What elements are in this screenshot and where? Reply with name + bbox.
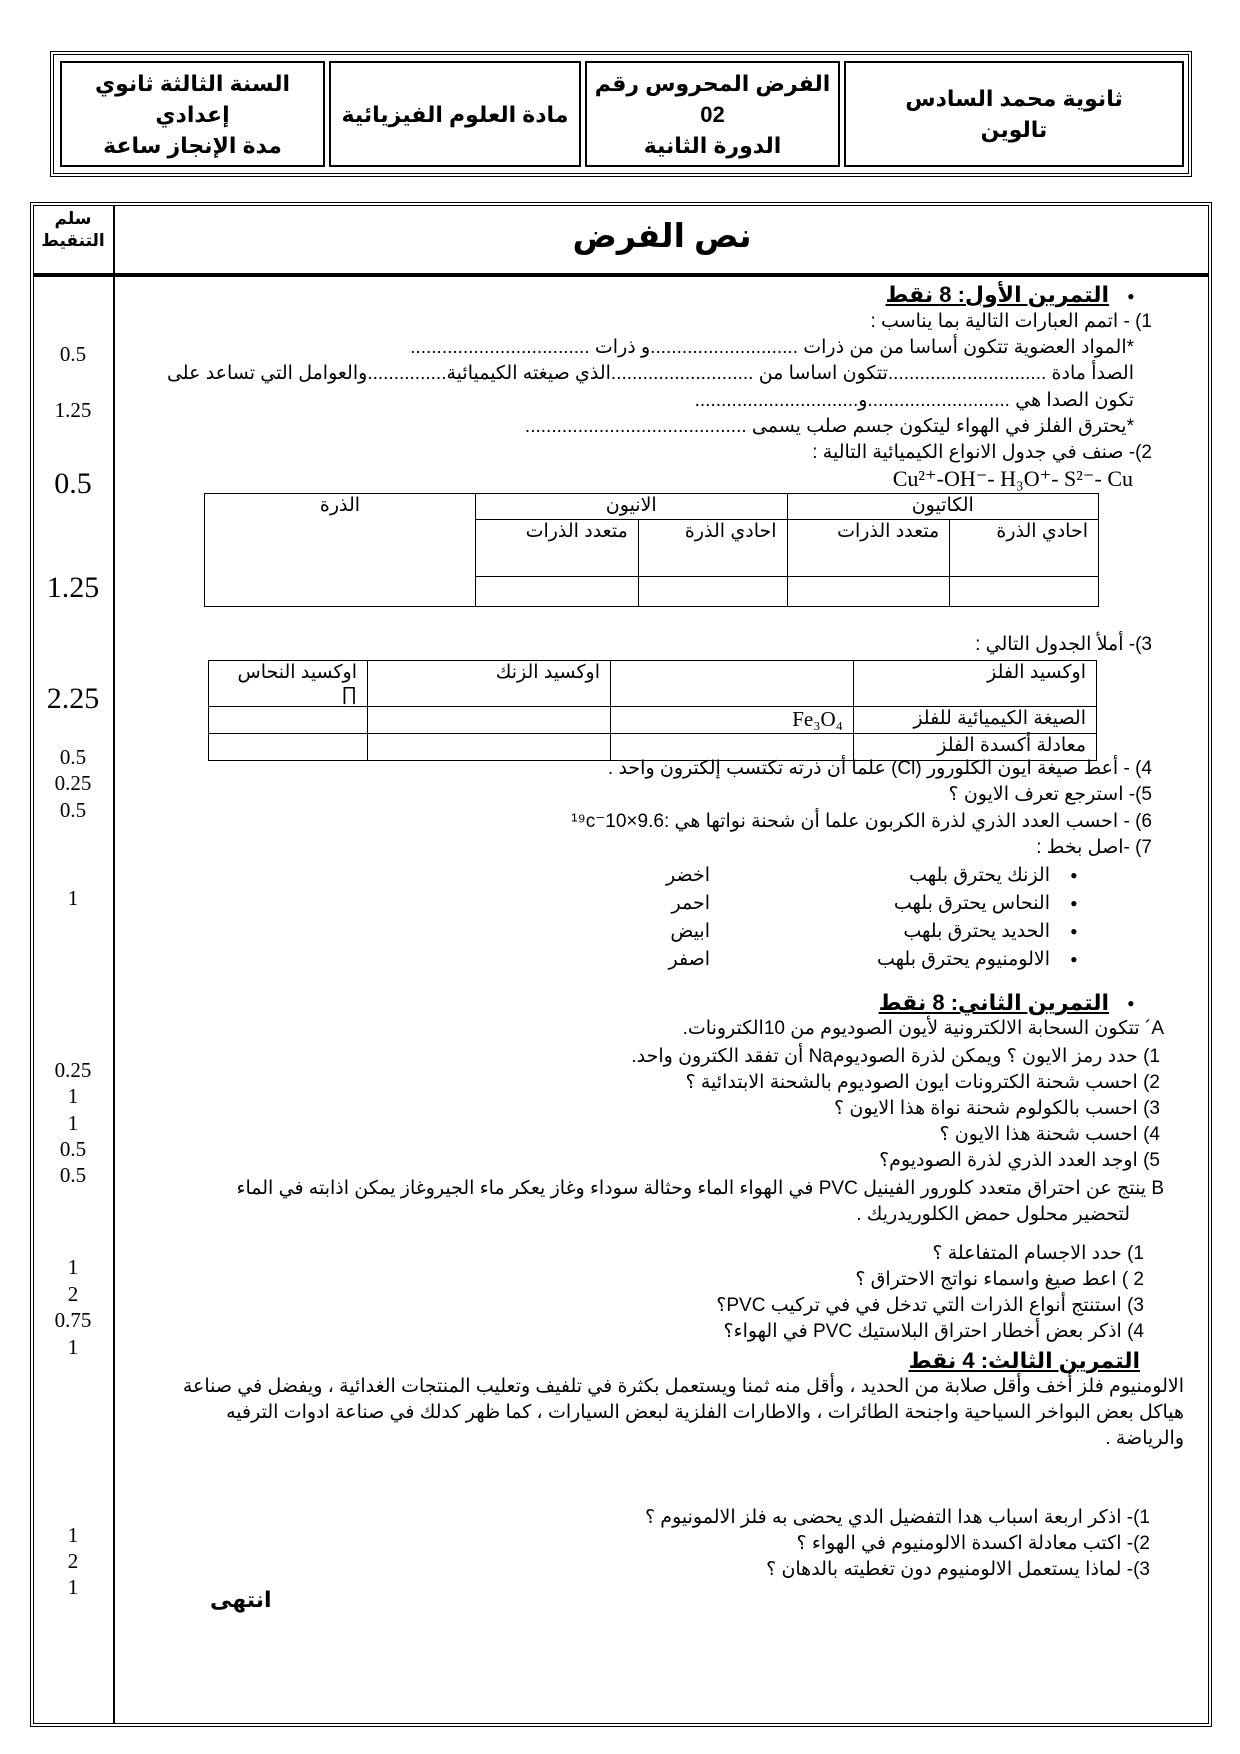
bullet: • [1070,891,1078,916]
table-cell: Fe₃O₄ [611,707,854,734]
school-cell [844,61,1184,167]
ex2-qa: 4) احسب شحنة هذا الايون ؟ [939,1124,1160,1145]
bullet: • [1070,863,1078,888]
ex1-q6: 6) - احسب العدد الذري لذرة الكربون علما أن شحنة نواتها هي :9.6×10⁻¹⁹c [571,811,1152,832]
table-cell [368,734,611,761]
ex2-intro-b: لتحضير محلول حمض الكلوريدريك . [856,1204,1130,1225]
ex1-q7: 7) -اصل بخط : [1036,837,1152,858]
match-right: اخضر [666,865,710,886]
town-line: تالوين [980,117,1048,142]
match-right: اصفر [668,949,710,970]
score: 0.25 [54,1058,92,1082]
score: 0.5 [59,1163,87,1187]
ex3-paragraph: الالومنيوم فلز أخف وأقل صلابة من الحديد ، وأقل منه ثمنا ويستعمل بكثرة في تلفيف وتعليب المنتجات الغدائية ، ويفضل في صناعة [182,1376,1184,1397]
ex1-q5: 5)- استرجع تعرف الايون ؟ [948,784,1152,805]
score: 2 [67,1282,79,1306]
score: 0.25 [54,771,92,795]
match-right: ابيض [670,921,710,942]
match-right: احمر [671,893,710,914]
table-cell [368,707,611,734]
ex2-qa: 5) اوجد العدد الذري لذرة الصوديوم؟ [879,1150,1160,1171]
bullet: • [1127,991,1135,1016]
table-cell: اوكسيد النحاس ∏ [209,661,368,707]
exam-header [50,51,1192,177]
match-left: الزنك يحترق بلهب [909,865,1050,886]
scale-column-divider [113,206,115,1723]
atom-header: الذرة [205,494,476,607]
cation-header: الكاتيون [787,494,1098,520]
ex2-qb: 2 ) اعط صيغ واسماء نواتج الاحتراق ؟ [855,1269,1144,1290]
score: 0.5 [54,467,92,500]
ex2-qb: 1) حدد الاجسام المتفاعلة ؟ [932,1243,1144,1264]
ex2-qa: 2) احسب شحنة الكترونات ايون الصوديوم بالشحنة الابتدائية ؟ [685,1072,1160,1093]
ex3-q: 1)- اذكر اربعة اسباب هدا التفضيل الدي يحضى به فلز الالمونيوم ؟ [644,1507,1150,1528]
ex1-q4: 4) - أعط صيغة ايون الكلورور (Cl) علما أن ذرته تكتسب إلكترون واحد . [607,758,1152,779]
school-line: ثانوية محمد السادس [905,86,1123,111]
ex1-line: *المواد العضوية تتكون أساسا من من ذرات ............................و ذرات .................................. [410,337,1134,358]
bullet: • [1070,947,1078,972]
score: 1 [67,1111,79,1135]
table-cell: اوكسيد الزنك [368,661,611,707]
ex2-qa: 1) حدد رمز الايون ؟ ويمكن لذرة الصوديومNa أن تفقد الكترون واحد. [631,1046,1160,1067]
end-label: انتهى [210,1587,272,1612]
cation-poly-header: متعدد الذرات [787,520,950,577]
bullet: • [1070,919,1078,944]
level-cell [60,61,325,167]
table-cell [611,661,854,707]
exercise3-title: التمرين الثالث: 4 نقط [908,1348,1140,1373]
score: 1.25 [46,571,100,604]
score: 1 [67,1575,79,1599]
species-list: Cu²⁺-OH⁻- H₃O⁺- S²⁻- Cu [892,466,1133,491]
match-left: الالومنيوم يحترق بلهب [876,949,1050,970]
score: 0.5 [59,745,87,769]
score: 1 [67,1523,79,1547]
score: 1.25 [54,398,92,422]
score: 1 [67,1084,79,1108]
score: 1 [67,886,79,910]
score: 0.5 [59,1137,87,1161]
match-left: الحديد يحترق بلهب [903,921,1050,942]
score: 0.75 [54,1308,92,1332]
table-cell: اوكسيد الفلز [854,661,1097,707]
ex1-q2: 2)- صنف في جدول الانواع الكيميائية التالية : [812,442,1152,463]
exam-number-line: الفرض المحروس رقم 02 [594,70,831,127]
table-cell: الصيغة الكيميائية للفلز [854,707,1097,734]
ex3-q: 2)- اكتب معادلة اكسدة الالومنيوم في الهواء ؟ [796,1533,1150,1554]
exam-cell [585,61,840,167]
level-line: السنة الثالثة ثانوي إعدادي [94,70,291,127]
table-cell [209,734,368,761]
ex1-line: الصدأ مادة ..............................تتكون اساسا من ...........................الذي صيغته الكيميائية...............والعوامل التي تساعد على [166,363,1134,384]
ex1-q1: 1) - اتمم العبارات التالية بما يناسب : [870,311,1152,332]
title-divider [34,273,1208,277]
session-line: الدورة الثانية [643,132,782,158]
ex3-paragraph: هياكل بعض البواخر السياحية واجنحة الطائرات ، والاطارات الفلزية لبعض السيارات ، كما ظهر كدلك في صناعة ادوات الترفيه [226,1402,1184,1423]
score: 1 [67,1255,79,1279]
main-title: نص الفرض [572,217,752,254]
ex1-line: تكون الصدا هي ...........................و............................... [694,390,1134,411]
scale-title-line: التنقيط [41,231,105,250]
anion-mono-header: احادي الذرة [638,520,787,577]
ex3-q: 3)- لماذا يستعمل الالومنيوم دون تغطيته بالدهان ؟ [766,1559,1150,1580]
ex2-qa: 3) احسب بالكولوم شحنة نواة هذا الايون ؟ [834,1098,1160,1119]
ex1-q3: 3)- أملأ الجدول التالي : [975,634,1152,655]
score: 0.5 [59,798,87,822]
cation-mono-header: احادي الذرة [950,520,1099,577]
duration-line: مدة الإنجاز ساعة [103,132,282,158]
score: 2 [67,1549,79,1573]
ex3-paragraph: والرياضة . [1105,1428,1184,1449]
anion-poly-header: متعدد الذرات [476,520,639,577]
bullet: • [1127,284,1135,309]
subject-cell [329,61,581,167]
exercise1-title: التمرين الأول: 8 نقط [885,282,1109,307]
ex2-intro-b: B ينتج عن احتراق متعدد كلورور الفينيل PVC في الهواء الماء وحثالة سوداء وغاز يعكر ماء الجيروغاز يمكن اذابته في الماء [236,1178,1164,1199]
ex1-line: *يحترق الفلز في الهواء ليتكون جسم صلب يسمى .......................................... [524,416,1134,437]
classification-table [204,493,1099,607]
table-cell [787,577,950,607]
table-cell [476,577,639,607]
table-cell [209,707,368,734]
anion-header: الانيون [476,494,788,520]
scale-title [34,208,112,252]
score: 2.25 [46,682,100,715]
ex2-intro-a: A´ تتكون السحابة الالكترونية لأيون الصوديوم من 10الكترونات. [682,1018,1164,1039]
scale-title-line: سلم [54,209,92,228]
ex2-qb: 4) اذكر بعض أخطار احتراق البلاستيك PVC في الهواء؟ [723,1321,1144,1342]
table-cell: معادلة أكسدة الفلز [854,734,1097,761]
exercise2-title: التمرين الثاني: 8 نقط [878,990,1109,1015]
table-cell [950,577,1099,607]
subject-line: مادة العلوم الفيزيائية [341,101,569,127]
match-left: النحاس يحترق بلهب [893,893,1050,914]
score: 0.5 [59,342,87,366]
oxides-table [208,660,1097,761]
score: 1 [67,1335,79,1359]
table-cell [638,577,787,607]
ex2-qb: 3) استنتج أنواع الذرات التي تدخل في في تركيب PVC؟ [716,1295,1144,1316]
